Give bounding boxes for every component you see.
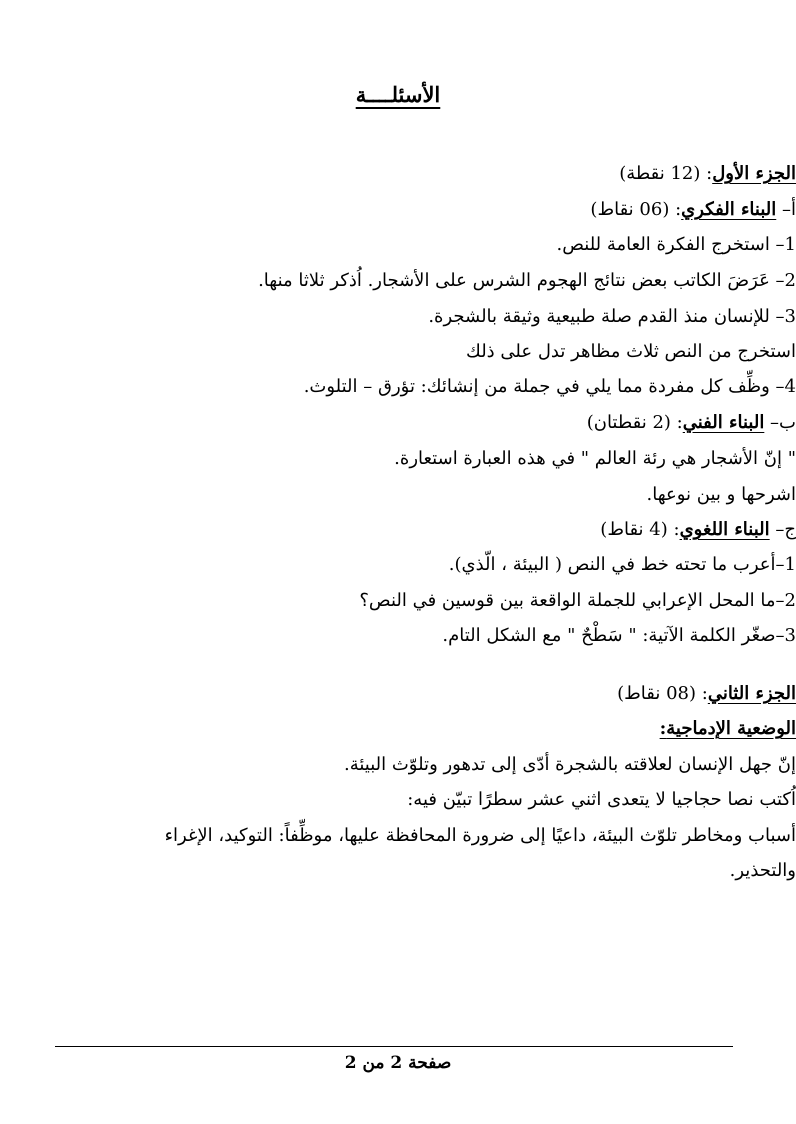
section-a-points: : (06 نقاط) <box>590 199 682 220</box>
situation-paragraph-2: اُكتب نصا حجاجيا لا يتعدى اثني عشر سطرًا تبيّن فيه: <box>407 789 796 810</box>
footer-divider <box>55 1046 733 1047</box>
question-b1-followup: اشرحها و بين نوعها. <box>646 484 796 505</box>
situation-paragraph-4: والتحذير. <box>729 860 796 881</box>
situation-paragraph-3: أسباب ومخاطر تلوّث البيئة، داعيًا إلى ضرورة المحافظة عليها، موظِّفاً: التوكيد، الإغراء <box>164 825 796 846</box>
section-a-label: البناء الفكري <box>681 199 777 220</box>
section-c-heading <box>64 517 796 543</box>
situation-heading <box>78 716 796 742</box>
section-c-prefix: ج– <box>769 519 796 540</box>
question-a3: 3– للإنسان منذ القدم صلة طبيعية وثيقة بالشجرة. <box>428 306 796 327</box>
page-number: صفحة 2 من 2 <box>344 1053 452 1073</box>
situation-paragraph-1: إنّ جهل الإنسان لعلاقته بالشجرة أدّى إلى تدهور وتلوّث البيئة. <box>343 754 796 775</box>
section-b-label: البناء الفني <box>682 412 765 433</box>
part2-points: : (08 نقاط) <box>617 683 708 704</box>
question-c1: 1–أعرب ما تحته خط في النص ( البيئة ، الّذي). <box>448 554 796 575</box>
question-c2: 2–ما المحل الإعرابي للجملة الواقعة بين قوسين في النص؟ <box>359 590 796 611</box>
page-title: الأسئلــــة <box>355 82 441 107</box>
part2-heading <box>64 681 796 707</box>
section-b-points: : (2 نقطتان) <box>586 412 683 433</box>
section-b-prefix: ب– <box>764 412 796 433</box>
question-a1: 1– استخرج الفكرة العامة للنص. <box>556 234 796 255</box>
question-c3: 3–صغّر الكلمة الآتية: " سَطْحٌ " مع الشكل التام. <box>442 625 796 646</box>
question-b1: " إنّ الأشجار هي رئة العالم " في هذه العبارة استعارة. <box>394 448 796 469</box>
situation-label: الوضعية الإدماجية <box>666 718 796 739</box>
section-a-prefix: أ– <box>776 199 796 220</box>
section-b-heading <box>64 410 796 436</box>
part1-label: الجزء الأول <box>712 163 796 184</box>
question-a2: 2– عَرَضَ الكاتب بعض نتائج الهجوم الشرس على الأشجار. اُذكر ثلاثا منها. <box>258 270 796 291</box>
section-c-points: : (4 نقاط) <box>600 519 680 540</box>
question-a3-followup: استخرج من النص ثلاث مظاهر تدل على ذلك <box>466 341 796 362</box>
part1-heading <box>64 161 796 187</box>
question-a4: 4– وظِّف كل مفردة مما يلي في جملة من إنشائك: تؤرق – التلوث. <box>303 376 796 397</box>
section-c-label: البناء اللغوي <box>679 519 770 540</box>
section-a-heading <box>78 197 796 223</box>
part2-label: الجزء الثاني <box>707 683 796 704</box>
part1-points: : (12 نقطة) <box>619 163 713 184</box>
situation-colon: : <box>659 718 667 739</box>
